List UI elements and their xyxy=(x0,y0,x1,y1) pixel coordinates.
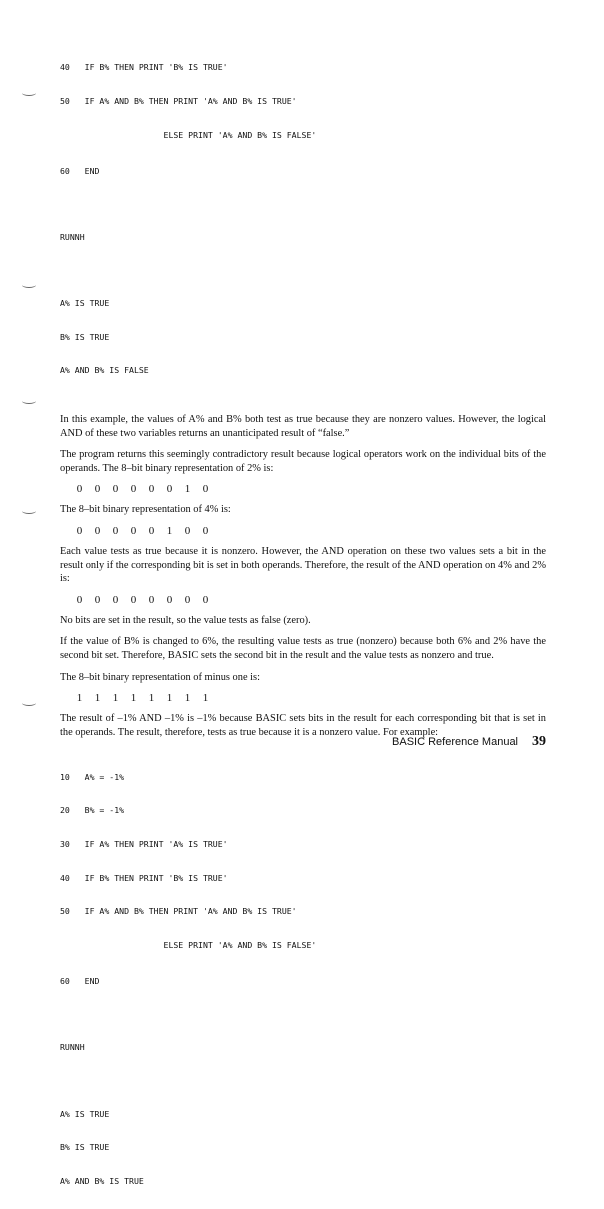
margin-mark xyxy=(22,508,36,514)
bit: 0 xyxy=(148,483,155,496)
bit: 0 xyxy=(166,483,173,496)
output-block-1 xyxy=(60,276,546,399)
bit: 0 xyxy=(130,525,137,538)
bit: 1 xyxy=(112,692,119,705)
bit: 0 xyxy=(94,525,101,538)
page-content xyxy=(60,40,546,1209)
margin-mark xyxy=(22,90,36,96)
run-command-1 xyxy=(60,210,546,266)
output-line: A% IS TRUE xyxy=(60,298,110,309)
code-block-1 xyxy=(60,40,546,200)
bit: 1 xyxy=(76,692,83,705)
paragraph: The 8–bit binary representation of 4% is: xyxy=(60,504,231,516)
bit: 1 xyxy=(166,525,173,538)
run-command-2 xyxy=(60,1020,546,1076)
bit: 0 xyxy=(184,525,191,538)
manual-title: BASIC Reference Manual xyxy=(392,736,518,748)
bit: 0 xyxy=(202,525,209,538)
bit: 0 xyxy=(184,593,191,606)
bit: 0 xyxy=(148,525,155,538)
code-line: 60 END xyxy=(60,976,100,987)
bit: 0 xyxy=(76,483,83,496)
bit: 0 xyxy=(202,593,209,606)
bit: 1 xyxy=(94,692,101,705)
code-line: 40 IF B% THEN PRINT 'B% IS TRUE' xyxy=(60,62,228,73)
output-line: A% AND B% IS FALSE xyxy=(60,365,149,376)
code-block-2 xyxy=(60,749,546,1010)
run-command: RUNNH xyxy=(60,232,85,243)
output-block-2 xyxy=(60,1086,546,1209)
code-line: ELSE PRINT 'A% AND B% IS FALSE' xyxy=(60,939,317,950)
bit: 1 xyxy=(166,692,173,705)
paragraph: The 8–bit binary representation of minus one is: xyxy=(60,671,260,683)
paragraph: The result of –1% AND –1% is –1% because BASIC sets bits in the result for each corresponding bit that is set in the operands. The result, therefore, tests as true because it is a nonzero value. For example: xyxy=(60,713,546,738)
code-line: 20 B% = -1% xyxy=(60,805,125,816)
bit: 0 xyxy=(94,483,101,496)
bits-2 xyxy=(76,483,546,495)
bit: 0 xyxy=(166,593,173,606)
paragraph: Each value tests as true because it is nonzero. However, the AND operation on these two values sets a bit in the result only if the corresponding bit is set in both operands. Therefore, the result of the AND operation on 4% and 2% is: xyxy=(60,546,546,585)
output-line: B% IS TRUE xyxy=(60,331,110,342)
page-number: 39 xyxy=(532,734,546,749)
bit: 0 xyxy=(130,483,137,496)
bit: 1 xyxy=(148,692,155,705)
margin-mark xyxy=(22,700,36,706)
bit: 1 xyxy=(184,692,191,705)
code-line: 50 IF A% AND B% THEN PRINT 'A% AND B% IS TRUE' xyxy=(60,906,297,917)
bit: 0 xyxy=(148,593,155,606)
margin-mark xyxy=(22,398,36,404)
bit: 0 xyxy=(94,593,101,606)
output-line: A% IS TRUE xyxy=(60,1108,110,1119)
bit: 0 xyxy=(112,525,119,538)
bit: 0 xyxy=(112,593,119,606)
bit: 0 xyxy=(76,525,83,538)
bit: 1 xyxy=(202,692,209,705)
paragraph: No bits are set in the result, so the value tests as false (zero). xyxy=(60,614,311,626)
code-line: 60 END xyxy=(60,166,100,177)
run-command: RUNNH xyxy=(60,1042,85,1053)
bit: 0 xyxy=(202,483,209,496)
page-footer xyxy=(392,734,546,750)
bit: 0 xyxy=(76,593,83,606)
code-line: ELSE PRINT 'A% AND B% IS FALSE' xyxy=(60,129,317,140)
paragraph: If the value of B% is changed to 6%, the resulting value tests as true (nonzero) because both 6% and 2% have the second bit set. Therefore, BASIC sets the second bit in the result and the value tests as nonzero and true. xyxy=(60,636,546,662)
bits-minus-one xyxy=(76,692,546,704)
bit: 1 xyxy=(130,692,137,705)
code-line: 10 A% = -1% xyxy=(60,771,125,782)
paragraph: In this example, the values of A% and B% both test as true because they are nonzero values. However, the logical AND of these two variables returns an unanticipated result of “false.” xyxy=(60,414,546,439)
bits-and xyxy=(76,594,546,606)
code-line: 50 IF A% AND B% THEN PRINT 'A% AND B% IS TRUE' xyxy=(60,96,297,107)
bit: 0 xyxy=(130,593,137,606)
bits-4 xyxy=(76,525,546,537)
margin-mark xyxy=(22,282,36,288)
bit: 0 xyxy=(112,483,119,496)
code-line: 40 IF B% THEN PRINT 'B% IS TRUE' xyxy=(60,872,228,883)
bit: 1 xyxy=(184,483,191,496)
paragraph: The program returns this seemingly contradictory result because logical operators work on the individual bits of the operands. The 8–bit binary representation of 2% is: xyxy=(60,449,546,474)
output-line: B% IS TRUE xyxy=(60,1142,110,1153)
output-line: A% AND B% IS TRUE xyxy=(60,1175,144,1186)
code-line: 30 IF A% THEN PRINT 'A% IS TRUE' xyxy=(60,839,228,850)
